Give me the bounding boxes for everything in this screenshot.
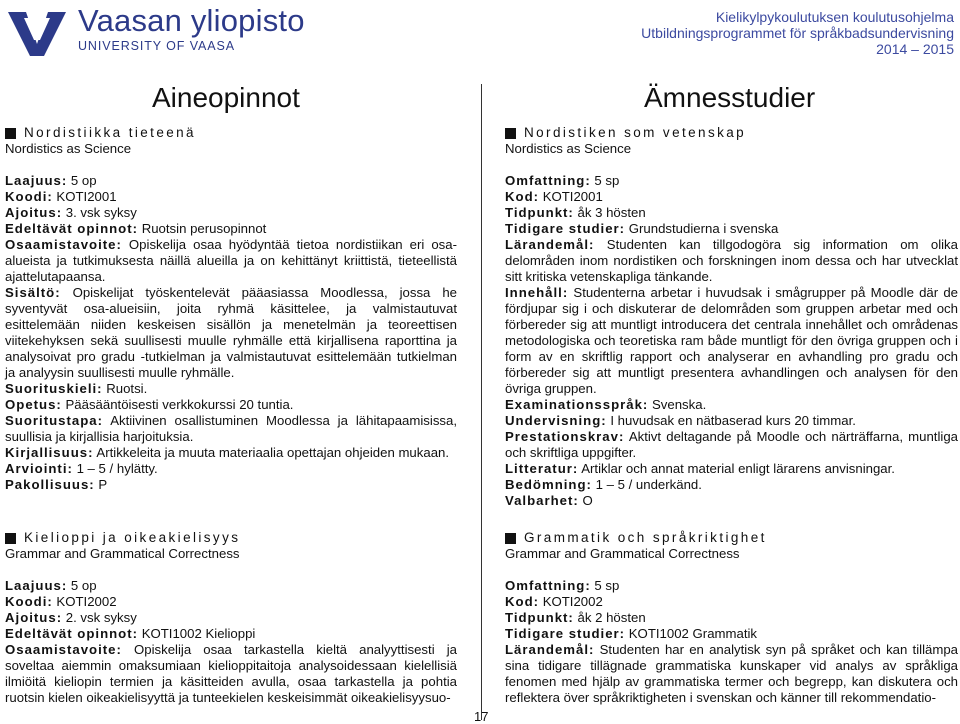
field-examinationssprak: [505, 397, 958, 413]
course-subtitle: Grammar and Grammatical Correctness: [505, 546, 740, 561]
course-subtitle: Grammar and Grammatical Correctness: [5, 546, 240, 561]
square-bullet-icon: [5, 533, 16, 544]
field-label: Osaamistavoite:: [5, 237, 122, 252]
field-value: Artikkeleita ja muuta materiaalia opettajan ohjeiden mukaan.: [96, 445, 450, 460]
field-label: Pakollisuus:: [5, 477, 95, 492]
field-label: Laajuus:: [5, 173, 68, 188]
field-pakollisuus: [5, 477, 457, 493]
field-osaamistavoite: [5, 237, 457, 285]
logo-main-text: Vaasan yliopisto: [78, 3, 305, 38]
field-sisalto: [5, 285, 457, 381]
field-value: 1 – 5 / underkänd.: [595, 477, 702, 492]
field-value: 5 op: [70, 173, 97, 188]
course-name: Grammatik och språkriktighet: [524, 530, 767, 545]
academic-years: 2014 – 2015: [876, 41, 954, 57]
field-label: Ajoitus:: [5, 205, 63, 220]
field-laajuus: [5, 173, 457, 189]
field-value: Artiklar och annat material enligt lärarens anvisningar.: [581, 461, 895, 476]
field-value: Opiskelija osaa hyödyntää tietoa nordistiikan eri osa-alueista ja tutkimuksesta näillä alueilla ja on kehittänyt kriittistä, tieteellistä ajattelutapaansa.: [5, 237, 457, 284]
field-suorituskieli: [5, 381, 457, 397]
field-value: 5 sp: [594, 173, 620, 188]
field-label: Ajoitus:: [5, 610, 63, 625]
field-undervisning: [505, 413, 958, 429]
field-label: Litteratur:: [505, 461, 579, 476]
field-label: Kod:: [505, 594, 540, 609]
field-tidpunkt: [505, 205, 958, 221]
course-name: Kielioppi ja oikeakielisyys: [24, 530, 241, 545]
course-heading: [505, 125, 958, 141]
field-valbarhet: [505, 493, 958, 509]
field-value: åk 3 hösten: [577, 205, 646, 220]
field-value: Aktivt deltagande på Moodle och närträffarna, muntliga och skriftliga uppgifter.: [505, 429, 958, 460]
field-label: Examinationsspråk:: [505, 397, 649, 412]
university-logo: [2, 4, 305, 60]
field-larandemal: [505, 237, 958, 285]
field-value: KOTI2002: [56, 594, 117, 609]
field-arviointi: [5, 461, 457, 477]
page-number: 17: [474, 709, 489, 724]
field-label: Arviointi:: [5, 461, 73, 476]
field-label: Koodi:: [5, 594, 53, 609]
field-omfattning: [505, 578, 958, 594]
field-prestationskrav: [505, 429, 958, 461]
square-bullet-icon: [505, 533, 516, 544]
field-tidigare-studier: [505, 626, 958, 642]
field-edeltavat: [5, 626, 457, 642]
field-value: 5 sp: [594, 578, 620, 593]
program-header: [641, 9, 954, 57]
field-value: Aktiivinen osallistuminen Moodlessa ja lähitapaamisissa, suullisia ja kirjallisia harjoituksia.: [5, 413, 457, 444]
course-heading: [5, 530, 457, 546]
field-value: KOTI2002: [542, 594, 603, 609]
logo-sub-text: UNIVERSITY OF VAASA: [78, 39, 235, 53]
course-name: Nordistiikka tieteenä: [24, 125, 196, 140]
field-label: Lärandemål:: [505, 642, 595, 657]
field-value: KOTI2001: [56, 189, 117, 204]
field-value: Studenterna arbetar i huvudsak i smågrupper på Moodle där de fördjupar sig i och diskuterar de delområden som gruppen arbetar med och förbereder sig att muntligt introducera det centrala innehållet och områdenas metodologiska och teoretiska ram både muntligt för den övriga gruppen och i form av en skriftlig rapport och analyserar en avhandling pro gradu och förbereder sig att muntligt presentera avhandlingen och analysen för den övriga gruppen.: [505, 285, 958, 396]
course-block-sv-2: [505, 530, 958, 706]
field-label: Lärandemål:: [505, 237, 595, 252]
field-litteratur: [505, 461, 958, 477]
field-opetus: [5, 397, 457, 413]
field-label: Bedömning:: [505, 477, 592, 492]
field-label: Koodi:: [5, 189, 53, 204]
field-edeltavat: [5, 221, 457, 237]
field-laajuus: [5, 578, 457, 594]
field-value: åk 2 hösten: [577, 610, 646, 625]
field-omfattning: [505, 173, 958, 189]
field-value: Ruotsi.: [106, 381, 148, 396]
field-value: Grundstudierna i svenska: [628, 221, 779, 236]
field-value: Studenten kan tillgodogöra sig information om olika delområden inom nordistiken och forskningen inom dessa och har utvecklat sitt kritiska vetenskapliga tänkande.: [505, 237, 958, 284]
field-value: KOTI2001: [542, 189, 603, 204]
field-koodi: [5, 189, 457, 205]
field-label: Omfattning:: [505, 173, 591, 188]
course-name: Nordistiken som vetenskap: [524, 125, 747, 140]
field-label: Kod:: [505, 189, 540, 204]
field-label: Suoritustapa:: [5, 413, 103, 428]
program-name-fi: Kielikylpykoulutuksen koulutusohjelma: [715, 9, 954, 25]
field-value: KOTI1002 Kielioppi: [141, 626, 256, 641]
field-koodi: [5, 594, 457, 610]
program-name-sv: Utbildningsprogrammet för språkbadsundervisning: [641, 25, 954, 41]
field-value: O: [582, 493, 593, 508]
field-value: P: [98, 477, 108, 492]
university-emblem-icon: [2, 4, 72, 60]
field-value: KOTI1002 Grammatik: [628, 626, 758, 641]
field-label: Edeltävät opinnot:: [5, 221, 139, 236]
field-kod: [505, 189, 958, 205]
field-value: Opiskelijat työskentelevät pääasiassa Moodlessa, jossa he syventyvät osa-alueisiin, joita ryhmä käsittelee, ja valmistautuvat esittelemään niiden keskeisen sisällön ja menetelmän ja teoreettisen viitekehyksen sekä suullisesti muulle ryhmälle että kirjallisena raporttina ja analysoivat pro gradu -tutkielman ja valmistautuvat esittelemään tutkielman ja analyysin suullisesti muulle ryhmälle.: [5, 285, 457, 380]
field-label: Tidigare studier:: [505, 221, 626, 236]
field-label: Suorituskieli:: [5, 381, 103, 396]
field-ajoitus: [5, 205, 457, 221]
column-divider: [481, 84, 482, 720]
field-label: Tidpunkt:: [505, 610, 574, 625]
field-label: Laajuus:: [5, 578, 68, 593]
field-value: I huvudsak en nätbaserad kurs 20 timmar.: [610, 413, 856, 428]
field-value: Opiskelija osaa tarkastella kieltä analyyttisesti ja soveltaa aiemmin omaksumiaan kielioppitaitoja analysoidessaan kielellisiä ilmiöitä kieliopin termien ja käsitteiden avulla, osaa tarkastella ja pohtia ruotsin kielen oikeakielisyyttä ja tunteekielen keskeisimmät oikeakielisyysuo-: [5, 642, 457, 705]
field-tidpunkt: [505, 610, 958, 626]
field-value: 2. vsk syksy: [65, 610, 137, 625]
field-label: Opetus:: [5, 397, 62, 412]
field-label: Sisältö:: [5, 285, 61, 300]
field-label: Osaamistavoite:: [5, 642, 122, 657]
field-tidigare-studier: [505, 221, 958, 237]
field-label: Tidigare studier:: [505, 626, 626, 641]
field-label: Omfattning:: [505, 578, 591, 593]
course-subtitle: Nordistics as Science: [505, 141, 632, 156]
field-label: Kirjallisuus:: [5, 445, 94, 460]
field-value: Svenska.: [652, 397, 707, 412]
course-subtitle: Nordistics as Science: [5, 141, 132, 156]
course-heading: [505, 530, 958, 546]
field-ajoitus: [5, 610, 457, 626]
course-block-sv-1: [505, 125, 958, 509]
field-value: Studenten har en analytisk syn på språket och kan tillämpa sina tidigare tillägnade grammatiska kunskaper vid analys av språkliga fenomen med hjälp av grammatiska termer och begrepp, kan diskutera och reflektera över språkriktigheten i svenskan och känner till rekommendatio-: [505, 642, 958, 705]
field-label: Undervisning:: [505, 413, 607, 428]
field-kirjallisuus: [5, 445, 457, 461]
field-label: Edeltävät opinnot:: [5, 626, 139, 641]
field-value: 1 – 5 / hylätty.: [76, 461, 158, 476]
field-value: Ruotsin perusopinnot: [141, 221, 267, 236]
course-block-fi-2: [5, 530, 457, 706]
field-value: 5 op: [70, 578, 97, 593]
course-block-fi-1: [5, 125, 457, 493]
field-value: 3. vsk syksy: [65, 205, 137, 220]
square-bullet-icon: [5, 128, 16, 139]
field-bedomning: [505, 477, 958, 493]
field-kod: [505, 594, 958, 610]
field-label: Valbarhet:: [505, 493, 579, 508]
field-label: Tidpunkt:: [505, 205, 574, 220]
left-column-title: Aineopinnot: [152, 82, 300, 113]
field-innehall: [505, 285, 958, 397]
field-value: Pääsääntöisesti verkkokurssi 20 tuntia.: [65, 397, 294, 412]
field-larandemal: [505, 642, 958, 706]
field-osaamistavoite: [5, 642, 457, 706]
field-label: Prestationskrav:: [505, 429, 625, 444]
right-column-title: Ämnesstudier: [644, 82, 816, 113]
square-bullet-icon: [505, 128, 516, 139]
field-label: Innehåll:: [505, 285, 569, 300]
course-heading: [5, 125, 457, 141]
field-suoritustapa: [5, 413, 457, 445]
